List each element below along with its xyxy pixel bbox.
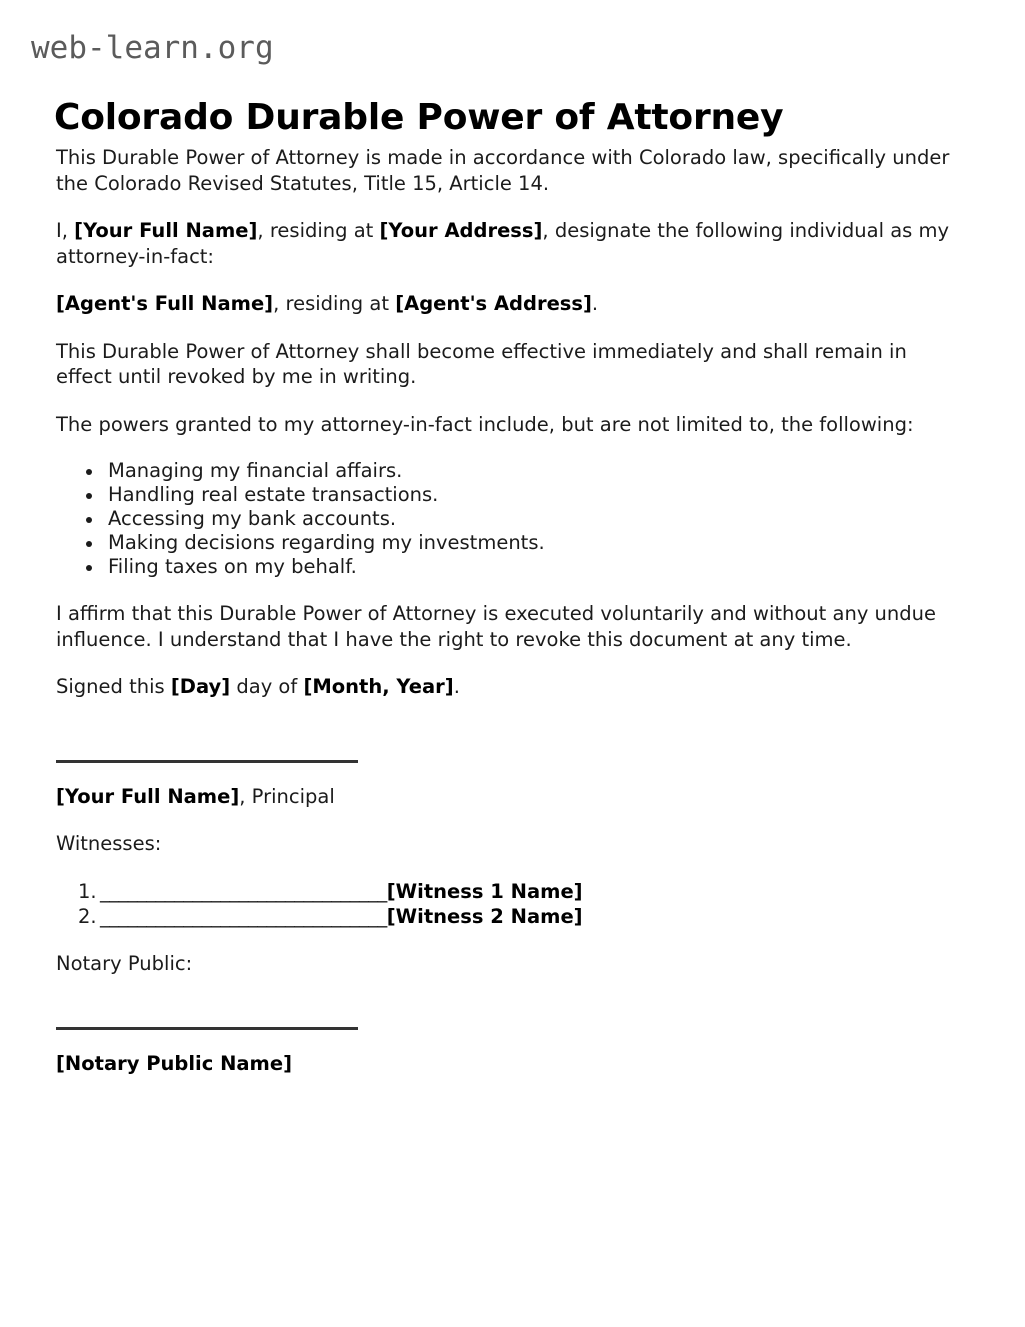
principal-name-signature: [Your Full Name]: [56, 784, 240, 808]
agent-tail: .: [591, 292, 599, 315]
signed-mid: day of: [230, 675, 304, 698]
witness-2-name-placeholder: [Witness 2 Name]: [386, 904, 583, 928]
signed-tail: .: [453, 675, 460, 698]
signature-gap: [56, 763, 968, 784]
list-item: Making decisions regarding my investments.: [108, 531, 968, 555]
agent-paragraph: [56, 291, 968, 317]
agent-address-placeholder: [Agent's Address]: [395, 292, 592, 315]
witnesses-list: [56, 879, 968, 929]
witness-1-signature-line: _______________________________: [100, 879, 387, 903]
designation-lead: I,: [56, 219, 75, 242]
designation-mid: , residing at: [257, 219, 380, 242]
signed-date-paragraph: [56, 674, 968, 700]
signature-spacer: [56, 722, 968, 760]
affirmation-paragraph: I affirm that this Durable Power of Attorney is executed voluntarily and without any undue influence. I understand that I have the right to revoke this document at any time.: [56, 602, 937, 651]
notary-identity-line: [56, 1051, 968, 1077]
month-year-placeholder: [Month, Year]: [303, 675, 454, 698]
list-item: Filing taxes on my behalf.: [108, 555, 968, 579]
powers-intro-paragraph: The powers granted to my attorney-in-fact include, but are not limited to, the following:: [56, 412, 914, 436]
list-item: [100, 904, 968, 929]
list-item: Handling real estate transactions.: [108, 483, 968, 507]
site-watermark: web-learn.org: [31, 30, 274, 66]
day-placeholder: [Day]: [170, 675, 231, 698]
witnesses-heading: Witnesses:: [56, 832, 162, 855]
page-title: Colorado Durable Power of Attorney: [54, 97, 784, 139]
list-item: [100, 879, 968, 904]
notary-name-placeholder: [Notary Public Name]: [56, 1052, 293, 1075]
agent-name-placeholder: [Agent's Full Name]: [56, 292, 274, 315]
notary-gap: [56, 1030, 968, 1051]
document-body: [56, 145, 968, 1077]
intro-paragraph: This Durable Power of Attorney is made in accordance with Colorado law, specifically under the Colorado Revised Statutes, Title 15, Article 14.: [56, 146, 950, 195]
principal-role: , Principal: [239, 784, 335, 808]
designation-paragraph: [56, 218, 968, 269]
witness-1-name-placeholder: [Witness 1 Name]: [386, 879, 583, 903]
list-item: Managing my financial affairs.: [108, 459, 968, 483]
signed-lead: Signed this: [56, 675, 171, 698]
designation-tail: , designate the following individual as my attorney-in-fact:: [56, 219, 950, 268]
list-item: Accessing my bank accounts.: [108, 507, 968, 531]
witness-2-signature-line: _______________________________: [100, 904, 387, 928]
effectiveness-paragraph: This Durable Power of Attorney shall become effective immediately and shall remain in effect until revoked by me in writing.: [56, 339, 907, 388]
principal-identity-line: [56, 784, 968, 810]
agent-mid: , residing at: [273, 292, 396, 315]
notary-heading: Notary Public:: [56, 951, 193, 975]
notary-spacer: [56, 998, 968, 1027]
powers-list: [56, 459, 968, 579]
principal-name-placeholder: [Your Full Name]: [74, 219, 258, 242]
principal-address-placeholder: [Your Address]: [379, 219, 543, 242]
